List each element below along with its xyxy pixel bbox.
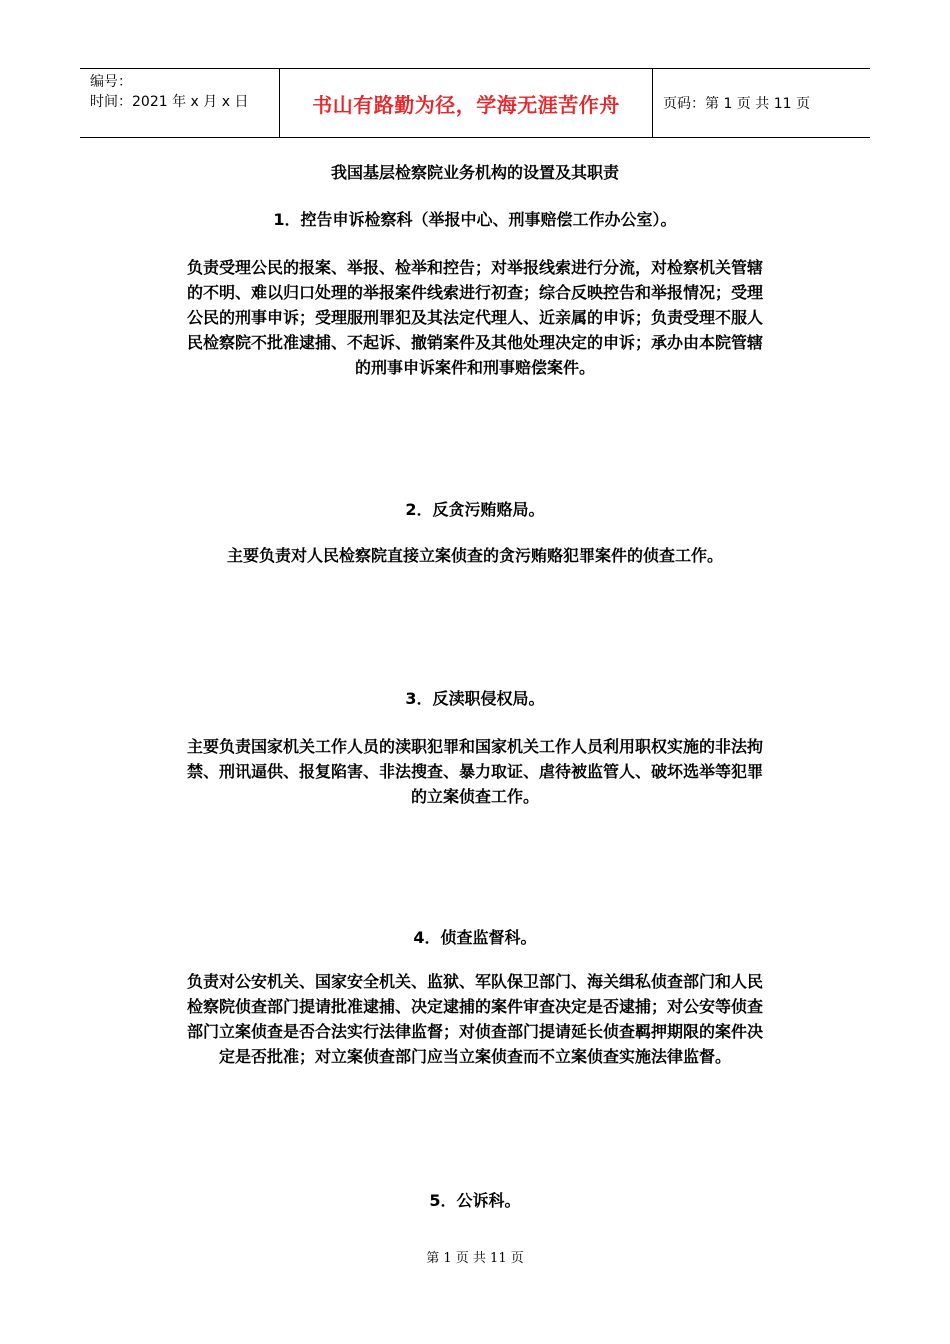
header-motto: 书山有路勤为径，学海无涯苦作舟 [280, 69, 653, 137]
body-line: 禁、刑讯逼供、报复陷害、非法搜查、暴力取证、虐待被监管人、破坏选举等犯罪 [186, 762, 763, 781]
body-line: 负责受理公民的报案、举报、检举和控告；对举报线索进行分流，对检察机关管辖 [186, 258, 763, 277]
section-heading-1: 1．控告申诉检察科（举报中心、刑事赔偿工作办公室）。 [273, 210, 677, 229]
body-line: 公民的刑事申诉；受理服刑罪犯及其法定代理人、近亲属的申诉；负责受理不服人 [186, 308, 763, 327]
body-line: 主要负责对人民检察院直接立案侦查的贪污贿赂犯罪案件的侦查工作。 [226, 546, 723, 565]
section-body-4 [140, 969, 810, 1069]
page-footer: 第 1 页 共 11 页 [426, 1251, 524, 1266]
document-number-label: 编号： [90, 74, 132, 90]
section-heading-4: 4．侦查监督科。 [413, 928, 537, 947]
section-body-2 [140, 543, 810, 568]
body-line: 主要负责国家机关工作人员的渎职犯罪和国家机关工作人员利用职权实施的非法拘 [186, 737, 763, 756]
section-heading-5: 5．公诉科。 [429, 1191, 521, 1210]
body-line: 的刑事申诉案件和刑事赔偿案件。 [354, 358, 595, 377]
body-line: 的立案侦查工作。 [410, 787, 539, 806]
body-line: 负责对公安机关、国家安全机关、监狱、军队保卫部门、海关缉私侦查部门和人民 [186, 972, 763, 991]
body-line: 的不明、难以归口处理的举报案件线索进行初查；综合反映控告和举报情况；受理 [186, 283, 763, 302]
body-line: 定是否批准；对立案侦查部门应当立案侦查而不立案侦查实施法律监督。 [218, 1047, 731, 1066]
section-heading-2: 2．反贪污贿赂局。 [405, 500, 545, 519]
header-meta [80, 69, 280, 137]
header-page-info: 页码：第 1 页 共 11 页 [663, 96, 810, 112]
document-title: 我国基层检察院业务机构的设置及其职责 [330, 163, 619, 182]
section-heading-3: 3．反渎职侵权局。 [405, 689, 545, 708]
document-date-label: 时间：2021 年 x 月 x 日 [90, 94, 249, 110]
body-line: 部门立案侦查是否合法实行法律监督；对侦查部门提请延长侦查羁押期限的案件决 [186, 1022, 763, 1041]
document-header [80, 68, 870, 138]
section-body-1 [140, 255, 810, 380]
body-line: 民检察院不批准逮捕、不起诉、撤销案件及其他处理决定的申诉；承办由本院管辖 [186, 333, 763, 352]
section-body-3 [140, 734, 810, 809]
body-line: 检察院侦查部门提请批准逮捕、决定逮捕的案件审查决定是否逮捕；对公安等侦查 [186, 997, 763, 1016]
